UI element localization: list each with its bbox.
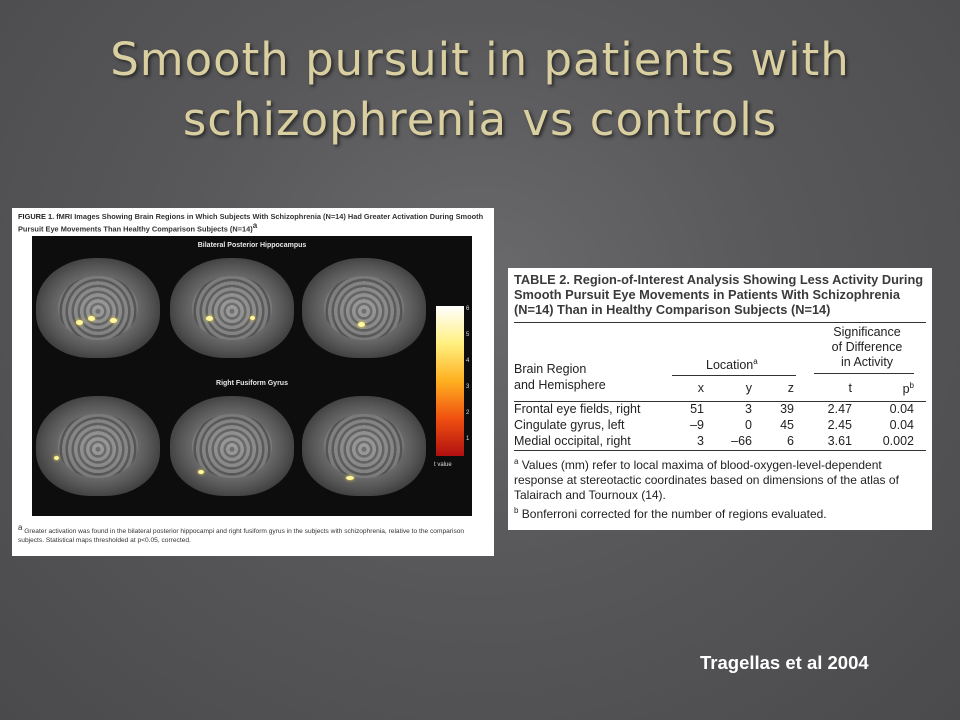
colorbar-label: t value	[434, 462, 452, 468]
header-col-p-sup: b	[909, 380, 914, 390]
table-caption: TABLE 2. Region-of-Interest Analysis Showing Less Activity During Smooth Pursuit Eye Movements in Patients With Schizophrenia (N=14) Than in Healthy Comparison Subjects (N=14)	[514, 272, 924, 318]
header-location-sup: a	[753, 356, 758, 366]
section-label-hippocampus: Bilateral Posterior Hippocampus	[197, 242, 307, 249]
header-col-y: y	[745, 380, 752, 395]
figure-caption-text: fMRI Images Showing Brain Regions in Which Subjects With Schizophrenia (N=14) Had Greater Activation During Smooth Pursuit Eye Movements Than Healthy Comparison Subjects (N=14)	[18, 212, 484, 234]
cell-y: –66	[731, 433, 752, 448]
cell-region: Cingulate gyrus, left	[514, 417, 625, 432]
colorbar-tick: 5	[466, 332, 470, 338]
figure-footnote	[18, 524, 488, 545]
t-value-colorbar	[436, 306, 464, 456]
roi-table	[508, 268, 932, 530]
activation-blob	[76, 320, 83, 325]
cell-p: 0.002	[882, 433, 914, 448]
cell-y: 3	[745, 401, 752, 416]
citation: Tragellas et al 2004	[700, 652, 869, 673]
header-sig-line: Significance	[833, 324, 901, 339]
cell-p: 0.04	[889, 417, 914, 432]
mri-axial-hippocampus	[170, 258, 294, 358]
header-significance-rule	[814, 373, 914, 374]
title-line-2: schizophrenia vs controls	[182, 93, 778, 146]
title-line-1: Smooth pursuit in patients with	[110, 33, 850, 86]
mri-axial-fusiform	[170, 396, 294, 496]
cell-region: Frontal eye fields, right	[514, 401, 641, 416]
table-notes	[514, 454, 926, 522]
activation-blob	[198, 470, 204, 474]
cell-x: –9	[690, 417, 704, 432]
cell-z: 45	[780, 417, 794, 432]
figure-footnote-text: Greater activation was found in the bilateral posterior hippocampi and right fusiform gyrus in the subjects with schizophrenia, relative to the comparison subjects. Statistical maps thresholded at p<0.05, corrected.	[18, 528, 465, 544]
header-region-line: and Hemisphere	[514, 377, 606, 392]
table-bottom-rule	[514, 450, 926, 451]
header-location-rule	[672, 375, 796, 376]
table-note-a	[514, 454, 926, 503]
figure-caption-label: FIGURE 1.	[18, 212, 55, 221]
activation-blob	[54, 456, 59, 460]
colorbar-tick: 2	[466, 410, 470, 416]
mri-sagittal-fusiform	[302, 396, 426, 496]
header-sig-line: in Activity	[840, 354, 894, 369]
table-row	[514, 418, 926, 434]
header-col-t: t	[848, 380, 852, 395]
figure-caption-sup: a	[252, 221, 258, 230]
cell-x: 51	[690, 401, 704, 416]
note-b-text: Bonferroni corrected for the number of regions evaluated.	[518, 506, 827, 521]
fmri-image-panel	[32, 236, 472, 516]
activation-blob	[358, 322, 365, 327]
note-a-text: Values (mm) refer to local maxima of blood-oxygen-level-dependent response at stereotactic coordinates based on dimensions of the atlas of Talairach and Tournoux (14).	[514, 457, 899, 502]
cell-t: 2.47	[827, 401, 852, 416]
cell-t: 2.45	[827, 417, 852, 432]
cell-t: 3.61	[827, 433, 852, 448]
header-region-line: Brain Region	[514, 361, 587, 376]
header-significance	[814, 325, 920, 370]
slide-title	[40, 30, 920, 150]
activation-blob	[250, 316, 255, 320]
note-a-sup: a	[514, 456, 519, 466]
header-location	[706, 357, 758, 372]
mri-coronal-hippocampus	[36, 258, 160, 358]
note-b-sup: b	[514, 505, 519, 515]
fmri-figure	[12, 208, 494, 556]
cell-z: 39	[780, 401, 794, 416]
activation-blob	[206, 316, 213, 321]
header-col-p-text: p	[902, 381, 910, 396]
table-row	[514, 402, 926, 418]
colorbar-tick: 6	[466, 306, 470, 312]
figure-footnote-sup: a	[18, 523, 23, 532]
colorbar-tick: 3	[466, 384, 470, 390]
header-col-z: z	[787, 380, 794, 395]
table-row	[514, 434, 926, 450]
cell-x: 3	[697, 433, 704, 448]
colorbar-tick: 4	[466, 358, 470, 364]
table-note-b	[514, 503, 926, 522]
table-header	[514, 323, 926, 401]
activation-blob	[110, 318, 117, 323]
cell-p: 0.04	[889, 401, 914, 416]
activation-blob	[346, 476, 354, 480]
header-sig-line: of Difference	[831, 339, 903, 354]
section-label-fusiform: Right Fusiform Gyrus	[216, 380, 288, 387]
header-location-text: Location	[706, 357, 754, 372]
mri-sagittal-hippocampus	[302, 258, 426, 358]
activation-blob	[88, 316, 95, 321]
colorbar-tick: 1	[466, 436, 470, 442]
header-col-p	[868, 381, 914, 396]
cell-z: 6	[787, 433, 794, 448]
figure-caption	[18, 212, 488, 233]
header-col-x: x	[697, 380, 704, 395]
header-brain-region	[514, 361, 606, 393]
cell-region: Medial occipital, right	[514, 433, 631, 448]
cell-y: 0	[745, 417, 752, 432]
mri-coronal-fusiform	[36, 396, 160, 496]
